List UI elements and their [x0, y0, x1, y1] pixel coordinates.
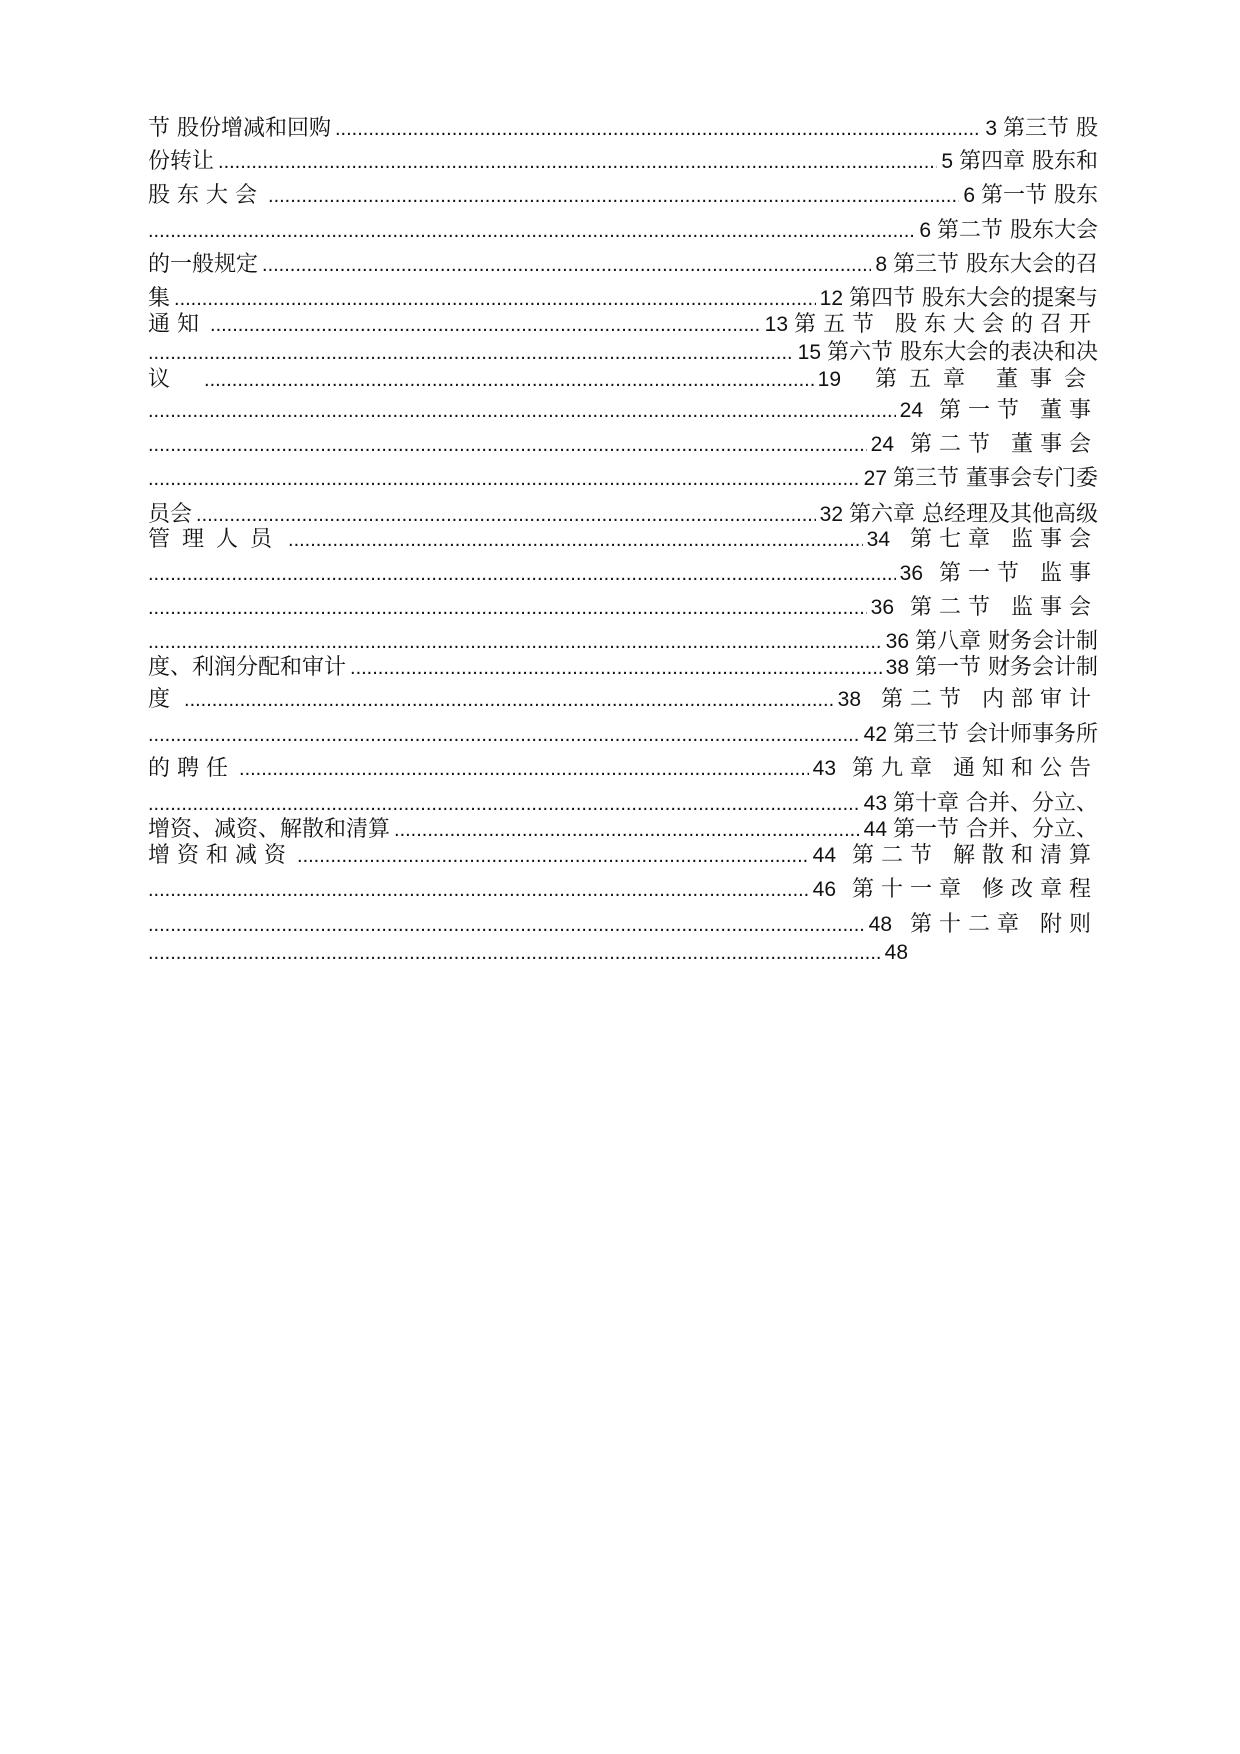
page-number: 24 [899, 399, 923, 422]
toc-page [148, 0, 1098, 1754]
toc-next-heading: 第七章 监事会 [910, 527, 1098, 552]
toc-line-text: 通知 [148, 312, 207, 337]
page-number: 8 [875, 253, 887, 276]
toc-line[interactable] [148, 522, 1098, 552]
toc-next-heading: 第一节 合并、分立、 [893, 817, 1098, 842]
dot-leader [268, 185, 959, 208]
toc-line-text: 增资、减资、解散和清算 [148, 817, 391, 842]
dot-leader [148, 597, 867, 620]
toc-line-text: 股东大会 [148, 183, 265, 208]
toc-line[interactable] [148, 590, 1098, 620]
toc-next-heading: 第九章 通知和公告 [852, 756, 1098, 781]
toc-line[interactable] [148, 247, 1098, 277]
toc-next-heading: 第二节 股东大会 [937, 218, 1098, 243]
page-number: 44 [812, 844, 836, 867]
toc-line[interactable] [148, 872, 1098, 902]
toc-line[interactable] [148, 427, 1098, 457]
page-number: 48 [868, 913, 892, 936]
page-number: 36 [870, 596, 894, 619]
dot-leader [148, 942, 881, 965]
toc-line[interactable] [148, 907, 1098, 937]
dot-leader [184, 689, 834, 712]
dot-leader [148, 400, 896, 423]
page-number: 5 [941, 150, 953, 173]
page-number: 42 [863, 723, 887, 746]
toc-next-heading: 第三节 股 [1003, 116, 1098, 141]
page-number: 3 [985, 117, 997, 140]
dot-leader [239, 758, 809, 781]
toc-line-text: 集 [148, 286, 171, 311]
toc-next-heading: 第二节 解散和清算 [852, 843, 1098, 868]
page-number: 36 [885, 630, 909, 653]
page-number: 27 [863, 467, 887, 490]
toc-line-text: 员会 [148, 502, 193, 527]
toc-line[interactable] [148, 556, 1098, 586]
toc-next-heading: 第一节 监事 [939, 561, 1098, 586]
toc-next-heading: 第十章 合并、分立、 [893, 791, 1098, 816]
page-number: 46 [812, 878, 836, 901]
toc-next-heading: 第十一章 修改章程 [852, 877, 1098, 902]
dot-leader [148, 468, 860, 491]
dot-leader [148, 914, 865, 937]
toc-line-text: 度、利润分配和审计 [148, 655, 347, 680]
page-number: 24 [870, 433, 894, 456]
page-number: 48 [884, 941, 908, 964]
toc-line-text: 度 [148, 687, 171, 712]
dot-leader [148, 563, 896, 586]
toc-next-heading: 第一节 董事 [939, 398, 1098, 423]
toc-line-text: 的一般规定 [148, 252, 259, 277]
toc-line-text: 议 [148, 367, 171, 392]
dot-leader [210, 314, 761, 337]
dot-leader [148, 879, 809, 902]
toc-line-text: 增资和减资 [148, 843, 294, 868]
dot-leader [204, 369, 814, 392]
toc-line[interactable] [148, 751, 1098, 781]
page-number: 34 [866, 528, 890, 551]
toc-next-heading: 第四章 股东和 [959, 149, 1098, 174]
dot-leader [148, 434, 867, 457]
dot-leader [148, 724, 860, 747]
page-number: 32 [819, 503, 843, 526]
toc-line[interactable] [148, 144, 1098, 174]
page-number: 12 [819, 287, 843, 310]
toc-next-heading: 第六节 股东大会的表决和决 [827, 340, 1098, 365]
dot-leader [350, 657, 882, 680]
page-number: 15 [797, 341, 821, 364]
toc-next-heading: 第六章 总经理及其他高级 [849, 502, 1098, 527]
toc-line-text: 节 股份增减和回购 [148, 116, 331, 141]
dot-leader [288, 529, 863, 552]
toc-next-heading: 第十二章 附则 [910, 912, 1098, 937]
page-number: 38 [885, 656, 909, 679]
toc-next-heading: 第四节 股东大会的提案与 [849, 286, 1098, 311]
page-number: 6 [963, 184, 975, 207]
toc-next-heading: 第五节 股东大会的召开 [794, 312, 1098, 337]
page-number: 19 [817, 368, 841, 391]
toc-line[interactable] [148, 362, 1098, 392]
toc-line-text: 的聘任 [148, 756, 236, 781]
toc-line[interactable] [148, 682, 1098, 712]
toc-next-heading: 第五章 董事会 [875, 367, 1098, 392]
toc-line[interactable] [148, 178, 1098, 208]
toc-line[interactable] [148, 838, 1098, 868]
page-number: 13 [764, 313, 788, 336]
toc-next-heading: 第三节 董事会专门委 [893, 466, 1098, 491]
dot-leader [297, 845, 809, 868]
toc-line[interactable] [148, 393, 1098, 423]
page-number: 43 [812, 757, 836, 780]
dot-leader [148, 220, 915, 243]
toc-next-heading: 第二节 董事会 [910, 432, 1098, 457]
toc-next-heading: 第一节 股东 [981, 183, 1098, 208]
toc-next-heading: 第八章 财务会计制 [915, 629, 1098, 654]
toc-line[interactable] [148, 717, 1098, 747]
toc-next-heading: 第三节 会计师事务所 [893, 722, 1098, 747]
toc-line-text: 管理人员 [148, 527, 285, 552]
page-number: 43 [863, 792, 887, 815]
page-number: 6 [919, 219, 931, 242]
page-number: 38 [837, 688, 861, 711]
dot-leader [335, 118, 981, 141]
toc-next-heading: 第二节 内部审计 [881, 687, 1098, 712]
toc-line[interactable] [148, 307, 1098, 337]
dot-leader [218, 151, 937, 174]
dot-leader [262, 254, 871, 277]
toc-line-text: 份转让 [148, 149, 215, 174]
page-number: 44 [863, 818, 887, 841]
toc-next-heading: 第一节 财务会计制 [915, 655, 1098, 680]
toc-line[interactable] [148, 461, 1098, 491]
toc-next-heading: 第三节 股东大会的召 [893, 252, 1098, 277]
toc-line[interactable] [148, 650, 1098, 680]
toc-line[interactable] [148, 111, 1098, 141]
toc-line[interactable] [148, 335, 1098, 365]
toc-next-heading: 第二节 监事会 [910, 595, 1098, 620]
page-number: 36 [899, 562, 923, 585]
toc-line[interactable] [148, 213, 1098, 243]
toc-line[interactable] [148, 941, 908, 971]
